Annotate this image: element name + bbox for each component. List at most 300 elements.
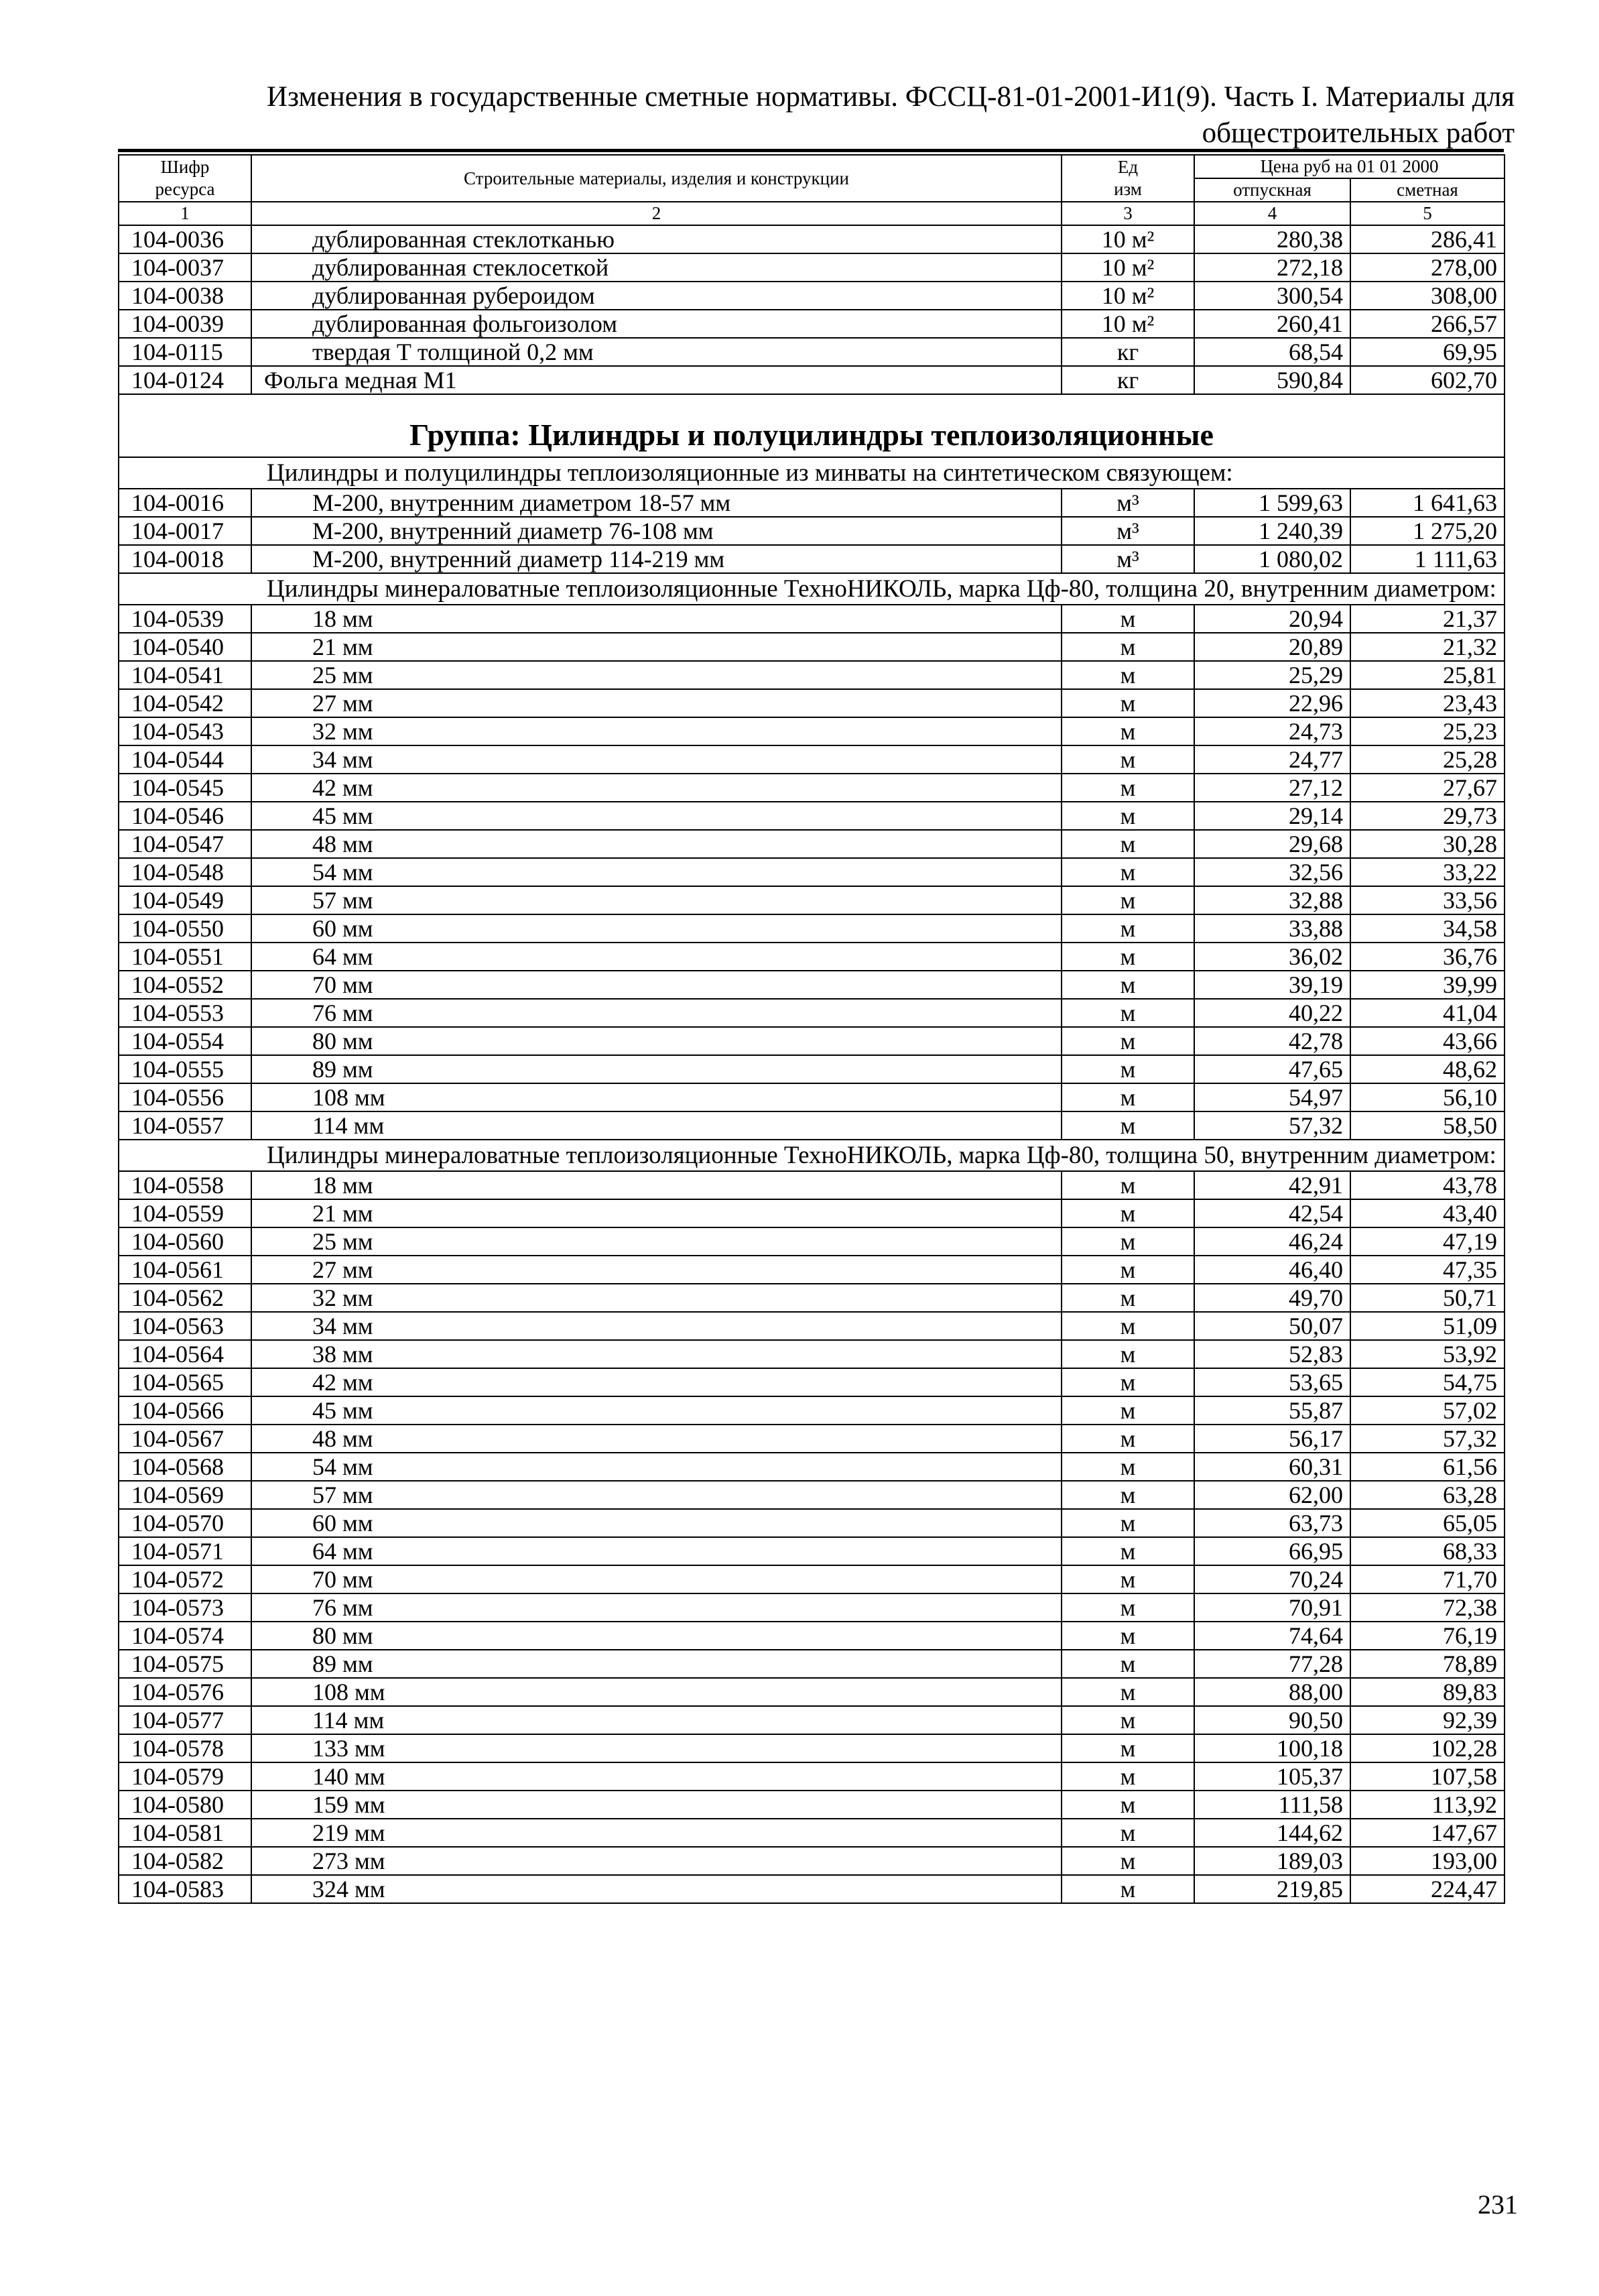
unit: м — [1062, 717, 1194, 745]
resource-code: 104-0571 — [119, 1537, 251, 1565]
unit: кг — [1062, 366, 1194, 394]
material-name: 324 мм — [251, 1875, 1062, 1903]
price-wholesale: 74,64 — [1194, 1622, 1350, 1650]
unit: м — [1062, 1227, 1194, 1256]
unit: м — [1062, 1593, 1194, 1622]
resource-code: 104-0577 — [119, 1706, 251, 1734]
resource-code: 104-0563 — [119, 1312, 251, 1340]
material-name: 114 мм — [251, 1111, 1062, 1140]
resource-code: 104-0016 — [119, 489, 251, 517]
page-number: 231 — [1478, 2189, 1518, 2220]
table-row — [119, 1706, 1505, 1734]
material-name: 89 мм — [251, 1650, 1062, 1678]
table-row — [119, 1509, 1505, 1537]
table-row — [119, 1593, 1505, 1622]
unit: м³ — [1062, 489, 1194, 517]
material-name: 32 мм — [251, 1284, 1062, 1312]
unit: м — [1062, 999, 1194, 1027]
price-wholesale: 70,91 — [1194, 1593, 1350, 1622]
price-wholesale: 590,84 — [1194, 366, 1350, 394]
table-row — [119, 661, 1505, 689]
unit: м — [1062, 1111, 1194, 1140]
resource-code: 104-0124 — [119, 366, 251, 394]
subheading: Цилиндры минераловатные теплоизоляционные ТехноНИКОЛЬ, марка Цф-80, толщина 50, внутренним диаметром: — [119, 1140, 1505, 1171]
price-wholesale: 219,85 — [1194, 1875, 1350, 1903]
resource-code: 104-0574 — [119, 1622, 251, 1650]
unit: м — [1062, 1453, 1194, 1481]
material-name: 54 мм — [251, 1453, 1062, 1481]
price-estimate: 193,00 — [1350, 1847, 1505, 1875]
price-wholesale: 25,29 — [1194, 661, 1350, 689]
material-name: дублированная фольгоизолом — [251, 310, 1062, 338]
material-name: 54 мм — [251, 858, 1062, 886]
subheading: Цилиндры и полуцилиндры теплоизоляционные из минваты на синтетическом связующем: — [119, 457, 1505, 489]
material-name: 133 мм — [251, 1734, 1062, 1762]
col-header-unit-line1: Ед — [1117, 157, 1139, 177]
resource-code: 104-0581 — [119, 1819, 251, 1847]
table-row — [119, 1847, 1505, 1875]
price-estimate: 25,81 — [1350, 661, 1505, 689]
unit: м — [1062, 971, 1194, 999]
price-estimate: 308,00 — [1350, 282, 1505, 310]
resource-code: 104-0578 — [119, 1734, 251, 1762]
price-wholesale: 88,00 — [1194, 1678, 1350, 1706]
resource-code: 104-0579 — [119, 1762, 251, 1791]
subheading-row — [119, 457, 1505, 489]
price-wholesale: 40,22 — [1194, 999, 1350, 1027]
price-wholesale: 42,91 — [1194, 1171, 1350, 1199]
table-row — [119, 1055, 1505, 1083]
material-name: 42 мм — [251, 1368, 1062, 1396]
resource-code: 104-0568 — [119, 1453, 251, 1481]
table-row — [119, 1537, 1505, 1565]
material-name: дублированная стеклотканью — [251, 225, 1062, 253]
price-estimate: 58,50 — [1350, 1111, 1505, 1140]
resource-code: 104-0036 — [119, 225, 251, 253]
material-name: 76 мм — [251, 1593, 1062, 1622]
table-row — [119, 999, 1505, 1027]
price-estimate: 21,37 — [1350, 605, 1505, 633]
price-wholesale: 100,18 — [1194, 1734, 1350, 1762]
material-name: 45 мм — [251, 1396, 1062, 1425]
material-name: 108 мм — [251, 1678, 1062, 1706]
rows-section-2 — [119, 605, 1505, 1140]
resource-code: 104-0038 — [119, 282, 251, 310]
resource-code: 104-0561 — [119, 1256, 251, 1284]
table-row — [119, 1027, 1505, 1055]
table-row — [119, 1791, 1505, 1819]
col-header-unit-line2: изм — [1114, 179, 1142, 199]
subheading-row — [119, 1140, 1505, 1171]
price-estimate: 36,76 — [1350, 943, 1505, 971]
price-estimate: 266,57 — [1350, 310, 1505, 338]
price-estimate: 69,95 — [1350, 338, 1505, 366]
price-estimate: 33,22 — [1350, 858, 1505, 886]
table-row — [119, 1340, 1505, 1368]
price-wholesale: 60,31 — [1194, 1453, 1350, 1481]
price-estimate: 53,92 — [1350, 1340, 1505, 1368]
table-row — [119, 1425, 1505, 1453]
unit: м — [1062, 830, 1194, 858]
resource-code: 104-0543 — [119, 717, 251, 745]
material-name: М-200, внутренним диаметром 18-57 мм — [251, 489, 1062, 517]
table-row — [119, 774, 1505, 802]
table-row — [119, 1650, 1505, 1678]
price-wholesale: 66,95 — [1194, 1537, 1350, 1565]
material-name: 89 мм — [251, 1055, 1062, 1083]
unit: м — [1062, 1622, 1194, 1650]
resource-code: 104-0560 — [119, 1227, 251, 1256]
price-estimate: 25,28 — [1350, 745, 1505, 774]
unit: м — [1062, 914, 1194, 943]
group-title-row — [119, 394, 1505, 457]
table-row — [119, 1481, 1505, 1509]
resource-code: 104-0552 — [119, 971, 251, 999]
col-header-estimate: сметная — [1350, 178, 1505, 202]
price-wholesale: 46,24 — [1194, 1227, 1350, 1256]
col-header-name: Строительные материалы, изделия и конструкции — [251, 155, 1062, 202]
price-wholesale: 63,73 — [1194, 1509, 1350, 1537]
resource-code: 104-0540 — [119, 633, 251, 661]
resource-code: 104-0566 — [119, 1396, 251, 1425]
rows-section-1 — [119, 489, 1505, 573]
price-wholesale: 90,50 — [1194, 1706, 1350, 1734]
price-estimate: 68,33 — [1350, 1537, 1505, 1565]
price-wholesale: 20,89 — [1194, 633, 1350, 661]
price-estimate: 25,23 — [1350, 717, 1505, 745]
table-row — [119, 338, 1505, 366]
material-name: 57 мм — [251, 886, 1062, 914]
group-title: Группа: Цилиндры и полуцилиндры теплоизоляционные — [119, 394, 1505, 457]
price-estimate: 602,70 — [1350, 366, 1505, 394]
unit: м — [1062, 1171, 1194, 1199]
unit: 10 м² — [1062, 310, 1194, 338]
price-table — [118, 154, 1505, 1904]
unit: м — [1062, 802, 1194, 830]
material-name: М-200, внутренний диаметр 114-219 мм — [251, 545, 1062, 573]
material-name: 34 мм — [251, 745, 1062, 774]
price-estimate: 47,35 — [1350, 1256, 1505, 1284]
table-row — [119, 1312, 1505, 1340]
resource-code: 104-0569 — [119, 1481, 251, 1509]
unit: м — [1062, 1027, 1194, 1055]
subheading-section-2 — [119, 573, 1505, 605]
unit: м — [1062, 858, 1194, 886]
price-wholesale: 105,37 — [1194, 1762, 1350, 1791]
resource-code: 104-0553 — [119, 999, 251, 1027]
price-estimate: 43,66 — [1350, 1027, 1505, 1055]
table-row — [119, 605, 1505, 633]
group-section — [119, 394, 1505, 489]
price-estimate: 1 111,63 — [1350, 545, 1505, 573]
column-number: 2 — [251, 202, 1062, 225]
price-wholesale: 29,68 — [1194, 830, 1350, 858]
unit: м — [1062, 1083, 1194, 1111]
price-estimate: 34,58 — [1350, 914, 1505, 943]
price-wholesale: 68,54 — [1194, 338, 1350, 366]
resource-code: 104-0556 — [119, 1083, 251, 1111]
table-row — [119, 1256, 1505, 1284]
unit: м — [1062, 1425, 1194, 1453]
table-row — [119, 830, 1505, 858]
price-estimate: 92,39 — [1350, 1706, 1505, 1734]
col-header-unit — [1062, 155, 1194, 202]
price-wholesale: 300,54 — [1194, 282, 1350, 310]
price-wholesale: 77,28 — [1194, 1650, 1350, 1678]
table-row — [119, 1368, 1505, 1396]
price-estimate: 27,67 — [1350, 774, 1505, 802]
material-name: 70 мм — [251, 1565, 1062, 1593]
table-row — [119, 545, 1505, 573]
col-header-code-line2: ресурса — [155, 179, 215, 199]
material-name: 18 мм — [251, 1171, 1062, 1199]
material-name: 18 мм — [251, 605, 1062, 633]
unit: 10 м² — [1062, 225, 1194, 253]
table-row — [119, 1762, 1505, 1791]
price-estimate: 1 641,63 — [1350, 489, 1505, 517]
resource-code: 104-0555 — [119, 1055, 251, 1083]
material-name: 32 мм — [251, 717, 1062, 745]
unit: м — [1062, 661, 1194, 689]
resource-code: 104-0542 — [119, 689, 251, 717]
material-name: 25 мм — [251, 661, 1062, 689]
material-name: 64 мм — [251, 1537, 1062, 1565]
price-wholesale: 39,19 — [1194, 971, 1350, 999]
price-wholesale: 272,18 — [1194, 253, 1350, 282]
material-name: Фольга медная М1 — [251, 366, 1062, 394]
resource-code: 104-0018 — [119, 545, 251, 573]
unit: м — [1062, 1284, 1194, 1312]
price-wholesale: 1 599,63 — [1194, 489, 1350, 517]
material-name: 27 мм — [251, 1256, 1062, 1284]
price-estimate: 76,19 — [1350, 1622, 1505, 1650]
price-wholesale: 46,40 — [1194, 1256, 1350, 1284]
price-estimate: 113,92 — [1350, 1791, 1505, 1819]
table-row — [119, 1227, 1505, 1256]
unit: м — [1062, 1340, 1194, 1368]
material-name: 80 мм — [251, 1027, 1062, 1055]
table-row — [119, 717, 1505, 745]
unit: м — [1062, 1847, 1194, 1875]
table-row — [119, 1565, 1505, 1593]
price-wholesale: 36,02 — [1194, 943, 1350, 971]
price-estimate: 1 275,20 — [1350, 517, 1505, 545]
unit: м — [1062, 1312, 1194, 1340]
price-wholesale: 47,65 — [1194, 1055, 1350, 1083]
material-name: 114 мм — [251, 1706, 1062, 1734]
price-estimate: 71,70 — [1350, 1565, 1505, 1593]
price-wholesale: 24,73 — [1194, 717, 1350, 745]
resource-code: 104-0573 — [119, 1593, 251, 1622]
price-wholesale: 33,88 — [1194, 914, 1350, 943]
unit: 10 м² — [1062, 282, 1194, 310]
price-estimate: 50,71 — [1350, 1284, 1505, 1312]
price-wholesale: 32,56 — [1194, 858, 1350, 886]
resource-code: 104-0572 — [119, 1565, 251, 1593]
resource-code: 104-0564 — [119, 1340, 251, 1368]
material-name: М-200, внутренний диаметр 76-108 мм — [251, 517, 1062, 545]
unit: м — [1062, 1055, 1194, 1083]
resource-code: 104-0544 — [119, 745, 251, 774]
material-name: 219 мм — [251, 1819, 1062, 1847]
resource-code: 104-0546 — [119, 802, 251, 830]
material-name: 76 мм — [251, 999, 1062, 1027]
table-row — [119, 886, 1505, 914]
column-number: 5 — [1350, 202, 1505, 225]
column-number: 4 — [1194, 202, 1350, 225]
col-header-wholesale: отпускная — [1194, 178, 1350, 202]
resource-code: 104-0550 — [119, 914, 251, 943]
unit: м — [1062, 1537, 1194, 1565]
price-wholesale: 1 080,02 — [1194, 545, 1350, 573]
resource-code: 104-0582 — [119, 1847, 251, 1875]
price-estimate: 102,28 — [1350, 1734, 1505, 1762]
unit: м — [1062, 605, 1194, 633]
price-estimate: 41,04 — [1350, 999, 1505, 1027]
table-row — [119, 1875, 1505, 1903]
unit: кг — [1062, 338, 1194, 366]
unit: м — [1062, 1481, 1194, 1509]
price-estimate: 56,10 — [1350, 1083, 1505, 1111]
price-estimate: 23,43 — [1350, 689, 1505, 717]
price-wholesale: 189,03 — [1194, 1847, 1350, 1875]
price-estimate: 147,67 — [1350, 1819, 1505, 1847]
price-wholesale: 57,32 — [1194, 1111, 1350, 1140]
table-row — [119, 1622, 1505, 1650]
material-name: 25 мм — [251, 1227, 1062, 1256]
table-row — [119, 310, 1505, 338]
table-row — [119, 282, 1505, 310]
price-wholesale: 49,70 — [1194, 1284, 1350, 1312]
unit: м — [1062, 1199, 1194, 1227]
unit: м — [1062, 633, 1194, 661]
price-wholesale: 29,14 — [1194, 802, 1350, 830]
table-row — [119, 689, 1505, 717]
price-estimate: 63,28 — [1350, 1481, 1505, 1509]
material-name: 57 мм — [251, 1481, 1062, 1509]
resource-code: 104-0554 — [119, 1027, 251, 1055]
page-header — [121, 79, 1515, 152]
subheading-section-3 — [119, 1140, 1505, 1171]
price-estimate: 61,56 — [1350, 1453, 1505, 1481]
unit: м — [1062, 1819, 1194, 1847]
price-wholesale: 70,24 — [1194, 1565, 1350, 1593]
material-name: 273 мм — [251, 1847, 1062, 1875]
price-wholesale: 22,96 — [1194, 689, 1350, 717]
table-row — [119, 1819, 1505, 1847]
table-row — [119, 366, 1505, 394]
material-name: 34 мм — [251, 1312, 1062, 1340]
page-header-line2: общестроительных работ — [1202, 117, 1515, 149]
unit: м — [1062, 774, 1194, 802]
price-estimate: 78,89 — [1350, 1650, 1505, 1678]
col-header-code-line1: Шифр — [160, 157, 210, 177]
unit: м — [1062, 1256, 1194, 1284]
price-estimate: 43,40 — [1350, 1199, 1505, 1227]
table-row — [119, 858, 1505, 886]
table-row — [119, 1284, 1505, 1312]
table-row — [119, 633, 1505, 661]
resource-code: 104-0539 — [119, 605, 251, 633]
table-row — [119, 1678, 1505, 1706]
resource-code: 104-0549 — [119, 886, 251, 914]
price-estimate: 30,28 — [1350, 830, 1505, 858]
subheading: Цилиндры минераловатные теплоизоляционные ТехноНИКОЛЬ, марка Цф-80, толщина 20, внутренним диаметром: — [119, 573, 1505, 605]
rows-top — [119, 225, 1505, 394]
price-estimate: 107,58 — [1350, 1762, 1505, 1791]
resource-code: 104-0557 — [119, 1111, 251, 1140]
resource-code: 104-0541 — [119, 661, 251, 689]
price-estimate: 48,62 — [1350, 1055, 1505, 1083]
table-row — [119, 745, 1505, 774]
col-header-code — [119, 155, 251, 202]
material-name: 108 мм — [251, 1083, 1062, 1111]
resource-code: 104-0017 — [119, 517, 251, 545]
col-header-price: Цена руб на 01 01 2000 — [1194, 155, 1505, 178]
price-wholesale: 20,94 — [1194, 605, 1350, 633]
table-row — [119, 225, 1505, 253]
material-name: 159 мм — [251, 1791, 1062, 1819]
table-row — [119, 1171, 1505, 1199]
material-name: 27 мм — [251, 689, 1062, 717]
resource-code: 104-0115 — [119, 338, 251, 366]
table-row — [119, 914, 1505, 943]
header-rule — [118, 149, 1504, 152]
price-estimate: 21,32 — [1350, 633, 1505, 661]
resource-code: 104-0562 — [119, 1284, 251, 1312]
unit: м — [1062, 689, 1194, 717]
unit: м³ — [1062, 545, 1194, 573]
resource-code: 104-0547 — [119, 830, 251, 858]
resource-code: 104-0039 — [119, 310, 251, 338]
price-wholesale: 50,07 — [1194, 1312, 1350, 1340]
column-number: 1 — [119, 202, 251, 225]
price-wholesale: 260,41 — [1194, 310, 1350, 338]
resource-code: 104-0559 — [119, 1199, 251, 1227]
resource-code: 104-0558 — [119, 1171, 251, 1199]
table-row — [119, 1734, 1505, 1762]
price-estimate: 57,32 — [1350, 1425, 1505, 1453]
table-row — [119, 943, 1505, 971]
material-name: дублированная рубероидом — [251, 282, 1062, 310]
unit: м — [1062, 1762, 1194, 1791]
table-row — [119, 1199, 1505, 1227]
material-name: 64 мм — [251, 943, 1062, 971]
unit: м — [1062, 1650, 1194, 1678]
material-name: 140 мм — [251, 1762, 1062, 1791]
resource-code: 104-0583 — [119, 1875, 251, 1903]
price-wholesale: 62,00 — [1194, 1481, 1350, 1509]
unit: м — [1062, 1678, 1194, 1706]
table-row — [119, 1083, 1505, 1111]
unit: м — [1062, 1706, 1194, 1734]
unit: м — [1062, 1509, 1194, 1537]
price-wholesale: 54,97 — [1194, 1083, 1350, 1111]
price-wholesale: 32,88 — [1194, 886, 1350, 914]
resource-code: 104-0551 — [119, 943, 251, 971]
material-name: 60 мм — [251, 1509, 1062, 1537]
material-name: 80 мм — [251, 1622, 1062, 1650]
column-number: 3 — [1062, 202, 1194, 225]
unit: м³ — [1062, 517, 1194, 545]
unit: м — [1062, 1791, 1194, 1819]
material-name: 21 мм — [251, 1199, 1062, 1227]
price-estimate: 47,19 — [1350, 1227, 1505, 1256]
price-estimate: 43,78 — [1350, 1171, 1505, 1199]
price-wholesale: 280,38 — [1194, 225, 1350, 253]
price-wholesale: 24,77 — [1194, 745, 1350, 774]
price-estimate: 278,00 — [1350, 253, 1505, 282]
